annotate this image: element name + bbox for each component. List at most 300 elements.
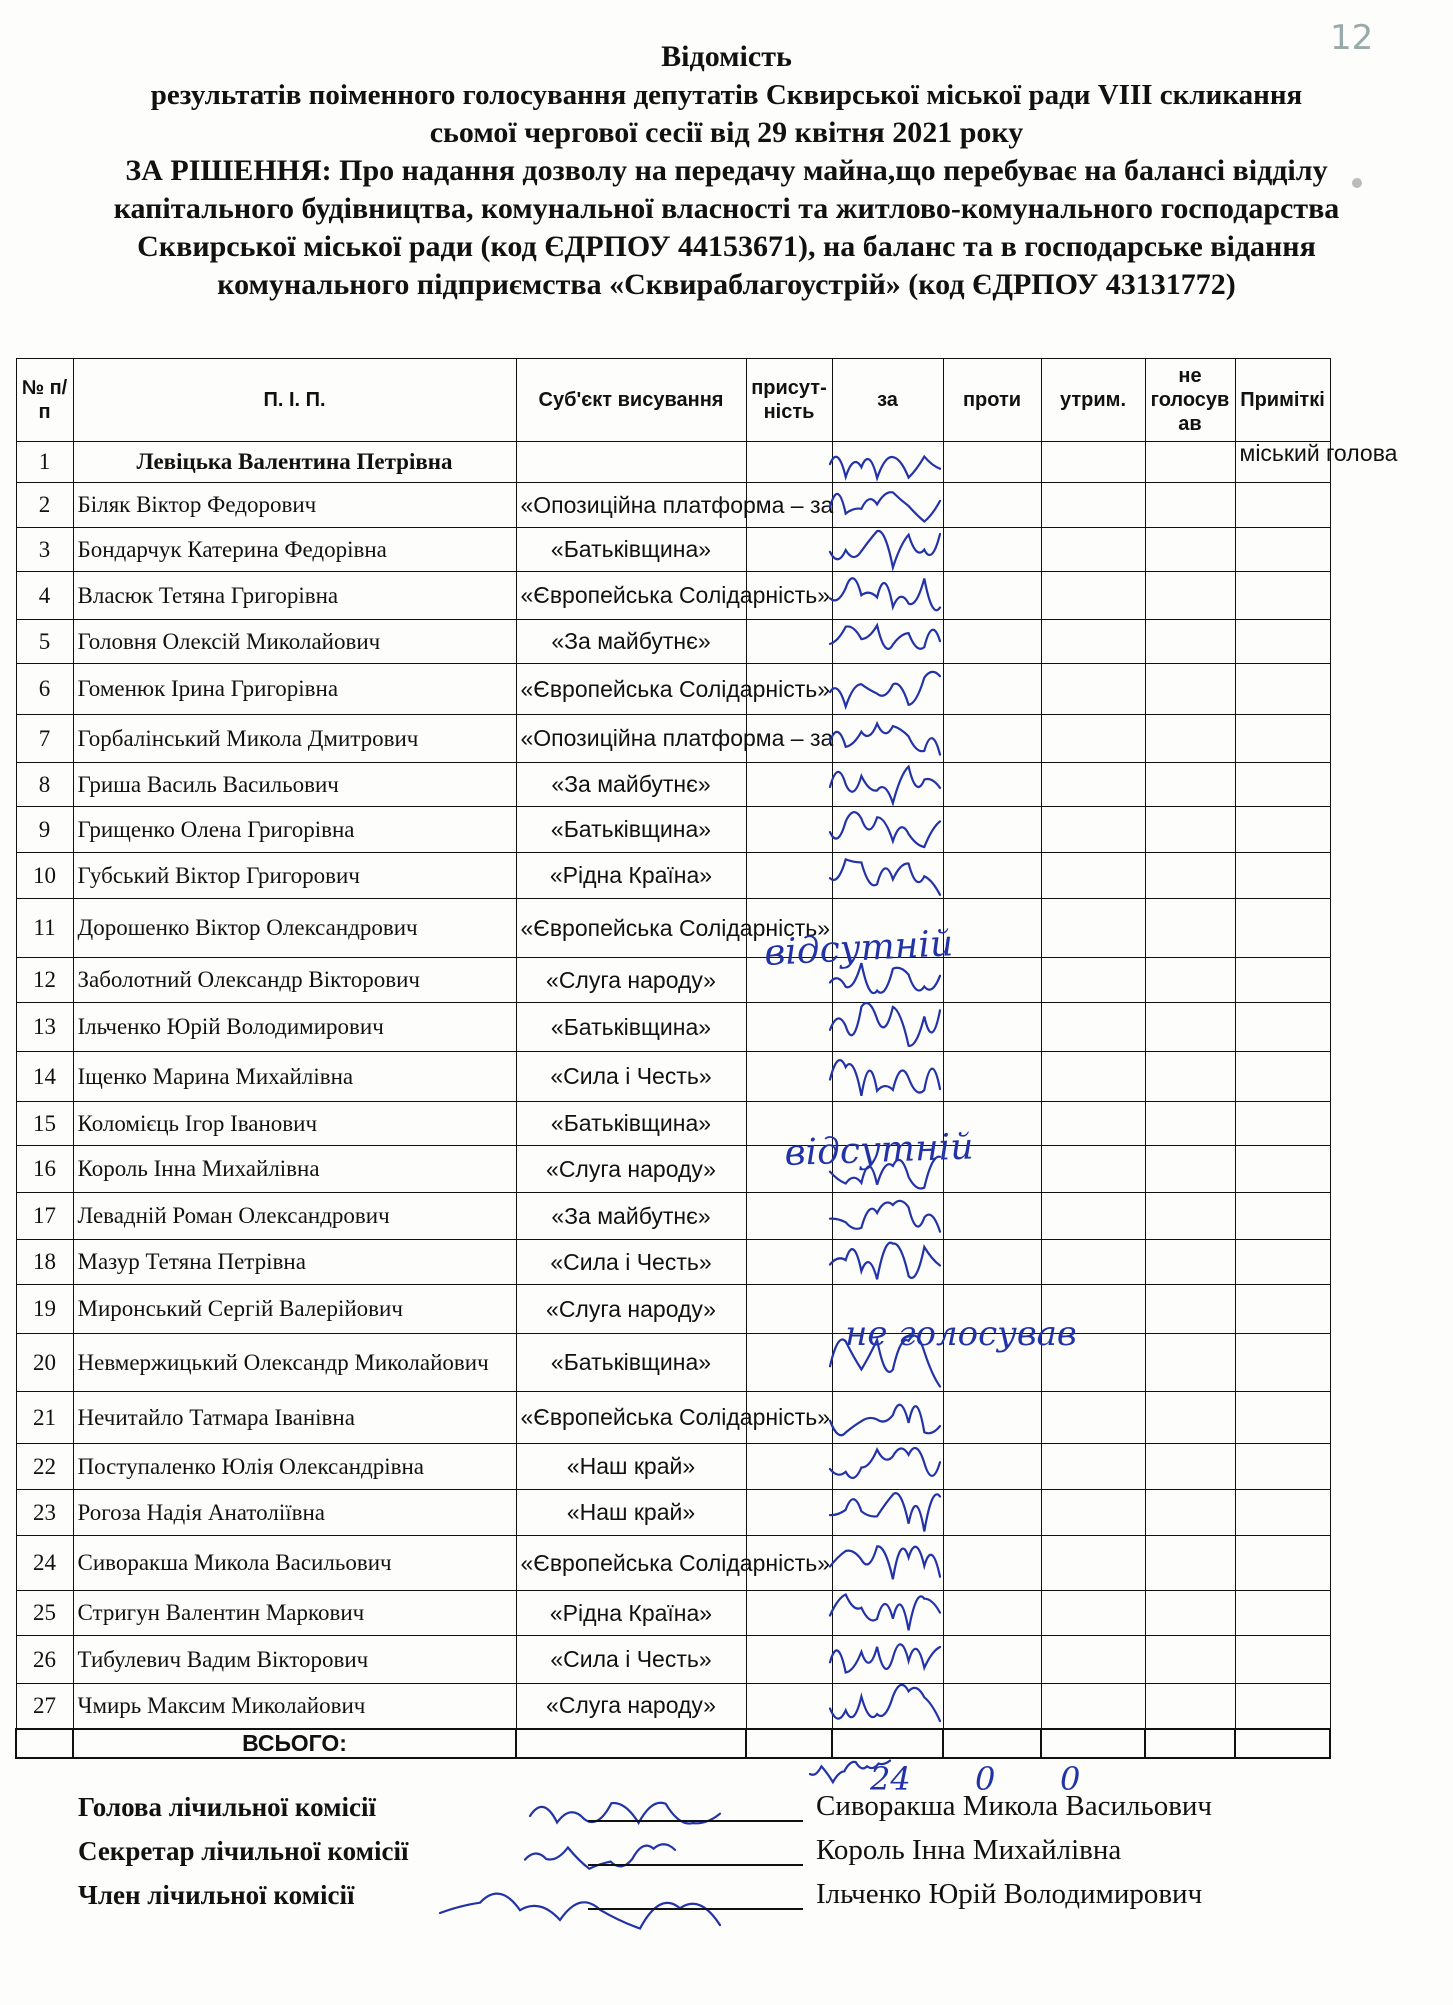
vote-against-cell [943,572,1041,620]
vote-against-cell [943,1392,1041,1444]
nominating-party: «Батьківщина» [516,1102,746,1146]
header-not-voted: не голосув ав [1145,359,1235,442]
signature-name: Ільченко Юрій Володимирович [816,1878,1203,1910]
vote-for-cell [832,1003,943,1052]
row-number: 19 [16,1285,73,1334]
row-number: 3 [16,528,73,572]
signature-line [588,1864,803,1866]
table-header-row [16,359,1330,442]
present-cell [746,528,832,572]
vote-abstain-cell [1041,763,1145,807]
vote-abstain-cell [1041,715,1145,763]
vote-against-cell [943,958,1041,1003]
nominating-party: «Європейська Солідарність» [516,1536,746,1591]
deputy-name: Король Інна Михайлівна [73,1146,516,1193]
table-row [16,1240,1330,1285]
nominating-party: «Європейська Солідарність» [516,572,746,620]
row-number: 6 [16,664,73,715]
row-number: 10 [16,853,73,899]
vote-against-cell [943,620,1041,664]
not-voted-cell [1145,1536,1235,1591]
header-name: П. І. П. [73,359,516,442]
table-row [16,1636,1330,1684]
not-voted-cell [1145,807,1235,853]
vote-against-cell [943,1052,1041,1102]
nominating-party: «За майбутнє» [516,1193,746,1240]
total-label: ВСЬОГО: [73,1729,516,1758]
not-voted-cell [1145,853,1235,899]
present-cell [746,620,832,664]
note-cell [1235,1102,1330,1146]
vote-abstain-cell [1041,1003,1145,1052]
present-cell [746,1102,832,1146]
signature-row [78,1790,1398,1828]
vote-against-cell [943,807,1041,853]
vote-abstain-cell [1041,958,1145,1003]
deputy-name: Левіцька Валентина Петрівна [73,442,516,483]
present-cell [746,1146,832,1193]
deputy-name: Ільченко Юрій Володимирович [73,1003,516,1052]
signature-name: Сиворакша Микола Васильович [816,1790,1213,1822]
not-voted-cell [1145,1285,1235,1334]
vote-abstain-cell [1041,442,1145,483]
note-cell [1235,664,1330,715]
deputy-name: Нечитайло Татмара Іванівна [73,1392,516,1444]
row-number: 18 [16,1240,73,1285]
table-row [16,958,1330,1003]
vote-against-cell [943,1285,1041,1334]
present-cell [746,1591,832,1636]
vote-for-cell [832,1052,943,1102]
deputy-name: Горбалінський Микола Дмитрович [73,715,516,763]
handwritten-absent-15: відсутній [783,1126,975,1174]
table-row [16,763,1330,807]
present-cell [746,807,832,853]
not-voted-cell [1145,442,1235,483]
header-present: присут-ність [746,359,832,442]
nominating-party: «Опозиційна платформа – за [516,715,746,763]
deputy-name: Гриша Василь Васильович [73,763,516,807]
not-voted-cell [1145,958,1235,1003]
table-row [16,1003,1330,1052]
note-cell [1235,1334,1330,1392]
not-voted-cell [1145,664,1235,715]
table-row [16,572,1330,620]
not-voted-cell [1145,483,1235,528]
nominating-party: «Слуга народу» [516,1146,746,1193]
row-number: 16 [16,1146,73,1193]
table-row [16,715,1330,763]
nominating-party: «Сила і Честь» [516,1636,746,1684]
not-voted-cell [1145,1636,1235,1684]
row-number: 26 [16,1636,73,1684]
deputy-name: Головня Олексій Миколайович [73,620,516,664]
nominating-party: «Слуга народу» [516,1285,746,1334]
row-number: 4 [16,572,73,620]
present-cell [746,958,832,1003]
table-row [16,1334,1330,1392]
deputy-name: Поступаленко Юлія Олександрівна [73,1444,516,1490]
note-cell [1235,1003,1330,1052]
present-cell [746,853,832,899]
vote-against-cell [943,1146,1041,1193]
row-number: 1 [16,442,73,483]
not-voted-cell [1145,1334,1235,1392]
deputy-name: Мазур Тетяна Петрівна [73,1240,516,1285]
note-cell [1235,1146,1330,1193]
vote-abstain-cell [1041,1334,1145,1392]
present-cell [746,1193,832,1240]
vote-against-cell [943,528,1041,572]
table-row [16,442,1330,483]
row-number: 15 [16,1102,73,1146]
vote-abstain-cell [1041,1636,1145,1684]
present-cell [746,1444,832,1490]
table-row [16,483,1330,528]
vote-against-cell [943,1636,1041,1684]
vote-for-cell [832,442,943,483]
vote-for-cell [832,1146,943,1193]
session-line: сьомої чергової сесії від 29 квітня 2021 року [429,116,1024,149]
vote-abstain-cell [1041,1193,1145,1240]
note-cell [1235,1240,1330,1285]
vote-against-cell [943,1444,1041,1490]
note-cell [1235,1684,1330,1729]
vote-against-cell [943,899,1041,958]
vote-against-cell [943,1003,1041,1052]
nominating-party: «Рідна Країна» [516,853,746,899]
table-row [16,1285,1330,1334]
deputy-name: Бондарчук Катерина Федорівна [73,528,516,572]
header-note: Приміткi [1235,359,1330,442]
vote-for-cell [832,1684,943,1729]
signature-name: Король Інна Михайлівна [816,1834,1122,1866]
nominating-party: «Батьківщина» [516,1334,746,1392]
header-for: за [832,359,943,442]
not-voted-cell [1145,1193,1235,1240]
deputy-name: Стригун Валентин Маркович [73,1591,516,1636]
vote-against-cell [943,1591,1041,1636]
not-voted-cell [1145,1240,1235,1285]
vote-abstain-cell [1041,1146,1145,1193]
vote-for-cell [832,1240,943,1285]
nominating-party: «Наш край» [516,1490,746,1536]
note-cell [1235,528,1330,572]
deputy-name: Заболотний Олександр Вікторович [73,958,516,1003]
table-row [16,1684,1330,1729]
deputy-name: Тибулевич Вадим Вікторович [73,1636,516,1684]
signature-scribble [810,1761,890,1783]
not-voted-cell [1145,1102,1235,1146]
signature-role: Голова лічильної комісії [78,1792,376,1822]
present-cell [746,1003,832,1052]
vote-abstain-cell [1041,1536,1145,1591]
vote-abstain-cell [1041,1444,1145,1490]
deputy-name: Біляк Віктор Федорович [73,483,516,528]
vote-for-cell [832,1285,943,1334]
signature-line [588,1820,803,1822]
row-number: 11 [16,899,73,958]
vote-against-cell [943,483,1041,528]
vote-for-cell [832,620,943,664]
vote-abstain-cell [1041,1490,1145,1536]
note-cell [1235,620,1330,664]
deputy-name: Губський Віктор Григорович [73,853,516,899]
vote-against-cell [943,1334,1041,1392]
nominating-party: «Батьківщина» [516,528,746,572]
vote-for-cell [832,483,943,528]
commission-signatures [78,1790,1398,1922]
note-cell [1235,958,1330,1003]
deputy-name: Чмирь Максим Миколайович [73,1684,516,1729]
handwritten-not-voted-19: не голосував [845,1314,1077,1354]
vote-for-cell [832,1444,943,1490]
note-cell [1235,807,1330,853]
vote-abstain-cell [1041,1684,1145,1729]
vote-abstain-cell [1041,807,1145,853]
present-cell [746,1285,832,1334]
page-number: 12 [1330,18,1374,58]
vote-abstain-cell [1041,853,1145,899]
vote-abstain-cell [1041,899,1145,958]
vote-abstain-cell [1041,1285,1145,1334]
note-cell: міський голова [1235,442,1330,483]
vote-against-cell [943,1102,1041,1146]
deputy-name: Дорошенко Віктор Олександрович [73,899,516,958]
signature-role: Член лічильної комісії [78,1880,355,1910]
row-number: 7 [16,715,73,763]
nominating-party: «Європейська Солідарність» [516,664,746,715]
row-number: 20 [16,1334,73,1392]
handwritten-absent-11: відсутній [763,923,955,974]
present-cell [746,1684,832,1729]
note-cell [1235,1285,1330,1334]
signature-role: Секретар лічильної комісії [78,1836,409,1866]
vote-against-cell [943,664,1041,715]
table-row [16,807,1330,853]
note-cell [1235,1444,1330,1490]
vote-for-cell [832,763,943,807]
not-voted-cell [1145,1052,1235,1102]
row-number: 21 [16,1392,73,1444]
vote-abstain-cell [1041,483,1145,528]
deputy-name: Сиворакша Микола Васильович [73,1536,516,1591]
vote-for-cell [832,528,943,572]
vote-against-cell [943,442,1041,483]
header-num: № п/п [16,359,73,442]
vote-for-cell [832,853,943,899]
vote-for-cell [832,715,943,763]
not-voted-cell [1145,763,1235,807]
note-cell [1235,1536,1330,1591]
table-row [16,1444,1330,1490]
nominating-party: «Європейська Солідарність» [516,899,746,958]
nominating-party: «Рідна Країна» [516,1591,746,1636]
present-cell [746,1636,832,1684]
signature-row [78,1834,1398,1872]
vote-for-cell [832,1102,943,1146]
deputy-name: Левадній Роман Олександрович [73,1193,516,1240]
table-row [16,620,1330,664]
row-number: 25 [16,1591,73,1636]
table-row [16,528,1330,572]
not-voted-cell [1145,899,1235,958]
row-number: 23 [16,1490,73,1536]
vote-against-cell [943,715,1041,763]
deputy-name: Грищенко Олена Григорівна [73,807,516,853]
vote-against-cell [943,853,1041,899]
vote-abstain-cell [1041,664,1145,715]
table-row [16,1052,1330,1102]
signature-line [588,1908,803,1910]
not-voted-cell [1145,1591,1235,1636]
deputy-name: Коломієць Ігор Іванович [73,1102,516,1146]
table-row [16,853,1330,899]
signature-row [78,1878,1398,1916]
row-number: 14 [16,1052,73,1102]
vote-for-cell [832,664,943,715]
present-cell [746,1052,832,1102]
not-voted-cell [1145,528,1235,572]
vote-abstain-cell [1041,1240,1145,1285]
nominating-party: «За майбутнє» [516,620,746,664]
document-subtitle: результатів поіменного голосування депутатів Сквирської міської ради VIII скликання [150,79,1303,111]
row-number: 22 [16,1444,73,1490]
vote-for-cell [832,1536,943,1591]
table-row [16,1102,1330,1146]
vote-for-cell [832,1193,943,1240]
nominating-party: «За майбутнє» [516,763,746,807]
row-number: 12 [16,958,73,1003]
decision-text: ЗА РІШЕННЯ: Про надання дозволу на передачу майна,що перебуває на балансі відділу капітального будівництва, комунальної власності та житлово-комунального господарства Сквирської міської ради (код ЄДРПОУ 44153671), на баланс та в господарське відання комунального підприємства «Сквираблагоустрій» (код ЄДРПОУ 43131772) [113,154,1340,301]
header-against: проти [943,359,1041,442]
deputy-name: Гоменюк Ірина Григорівна [73,664,516,715]
note-cell [1235,1193,1330,1240]
vote-for-cell [832,1490,943,1536]
row-number: 27 [16,1684,73,1729]
handwritten-total-against: 0 [975,1760,996,1798]
not-voted-cell [1145,1003,1235,1052]
table-row [16,1536,1330,1591]
note-cell [1235,572,1330,620]
header-abstain: утрим. [1041,359,1145,442]
note-cell [1235,1636,1330,1684]
vote-for-cell [832,1591,943,1636]
deputy-name: Миронський Сергій Валерійович [73,1285,516,1334]
nominating-party: «Слуга народу» [516,958,746,1003]
table-row [16,1591,1330,1636]
vote-against-cell [943,763,1041,807]
vote-abstain-cell [1041,1392,1145,1444]
table-row [16,664,1330,715]
handwritten-total-abstain: 0 [1060,1760,1081,1798]
table-row [16,1392,1330,1444]
vote-abstain-cell [1041,620,1145,664]
present-cell [746,1490,832,1536]
vote-for-cell [832,572,943,620]
vote-against-cell [943,1536,1041,1591]
vote-against-cell [943,1240,1041,1285]
not-voted-cell [1145,572,1235,620]
header-party: Суб'єкт висування [516,359,746,442]
not-voted-cell [1145,1684,1235,1729]
document-header [0,38,1453,304]
vote-abstain-cell [1041,1052,1145,1102]
note-cell [1235,715,1330,763]
present-cell [746,1334,832,1392]
note-cell [1235,1392,1330,1444]
table-row [16,899,1330,958]
table-row [16,1146,1330,1193]
note-cell [1235,1490,1330,1536]
note-cell [1235,899,1330,958]
not-voted-cell [1145,1146,1235,1193]
note-cell [1235,853,1330,899]
total-row [16,1729,1330,1758]
note-cell [1235,1591,1330,1636]
not-voted-cell [1145,1392,1235,1444]
not-voted-cell [1145,715,1235,763]
deputy-name: Рогоза Надія Анатоліївна [73,1490,516,1536]
note-cell [1235,1052,1330,1102]
vote-for-cell [832,958,943,1003]
nominating-party: «Європейська Солідарність» [516,1392,746,1444]
row-number: 5 [16,620,73,664]
not-voted-cell [1145,620,1235,664]
vote-against-cell [943,1490,1041,1536]
document-title: Відомість [661,40,792,73]
vote-against-cell [943,1193,1041,1240]
table-row [16,1193,1330,1240]
deputy-name: Невмержицький Олександр Миколайович [73,1334,516,1392]
nominating-party: «Слуга народу» [516,1684,746,1729]
nominating-party: «Сила і Честь» [516,1240,746,1285]
handwritten-total-for: 24 [870,1760,911,1798]
deputy-name: Іщенко Марина Михайлівна [73,1052,516,1102]
row-number: 8 [16,763,73,807]
row-number: 13 [16,1003,73,1052]
deputy-name: Власюк Тетяна Григорівна [73,572,516,620]
nominating-party [516,442,746,483]
present-cell [746,1240,832,1285]
present-cell [746,763,832,807]
vote-abstain-cell [1041,528,1145,572]
nominating-party: «Наш край» [516,1444,746,1490]
note-cell [1235,763,1330,807]
vote-for-cell [832,1636,943,1684]
table-row [16,1490,1330,1536]
row-number: 17 [16,1193,73,1240]
vote-abstain-cell [1041,572,1145,620]
not-voted-cell [1145,1444,1235,1490]
row-number: 24 [16,1536,73,1591]
vote-for-cell [832,1334,943,1392]
row-number: 9 [16,807,73,853]
note-cell [1235,483,1330,528]
vote-abstain-cell [1041,1591,1145,1636]
vote-abstain-cell [1041,1102,1145,1146]
voting-table [15,358,1398,1759]
vote-against-cell [943,1684,1041,1729]
vote-for-cell [832,899,943,958]
present-cell [746,442,832,483]
nominating-party: «Опозиційна платформа – за [516,483,746,528]
row-number: 2 [16,483,73,528]
vote-for-cell [832,807,943,853]
nominating-party: «Батьківщина» [516,807,746,853]
nominating-party: «Батьківщина» [516,1003,746,1052]
not-voted-cell [1145,1490,1235,1536]
